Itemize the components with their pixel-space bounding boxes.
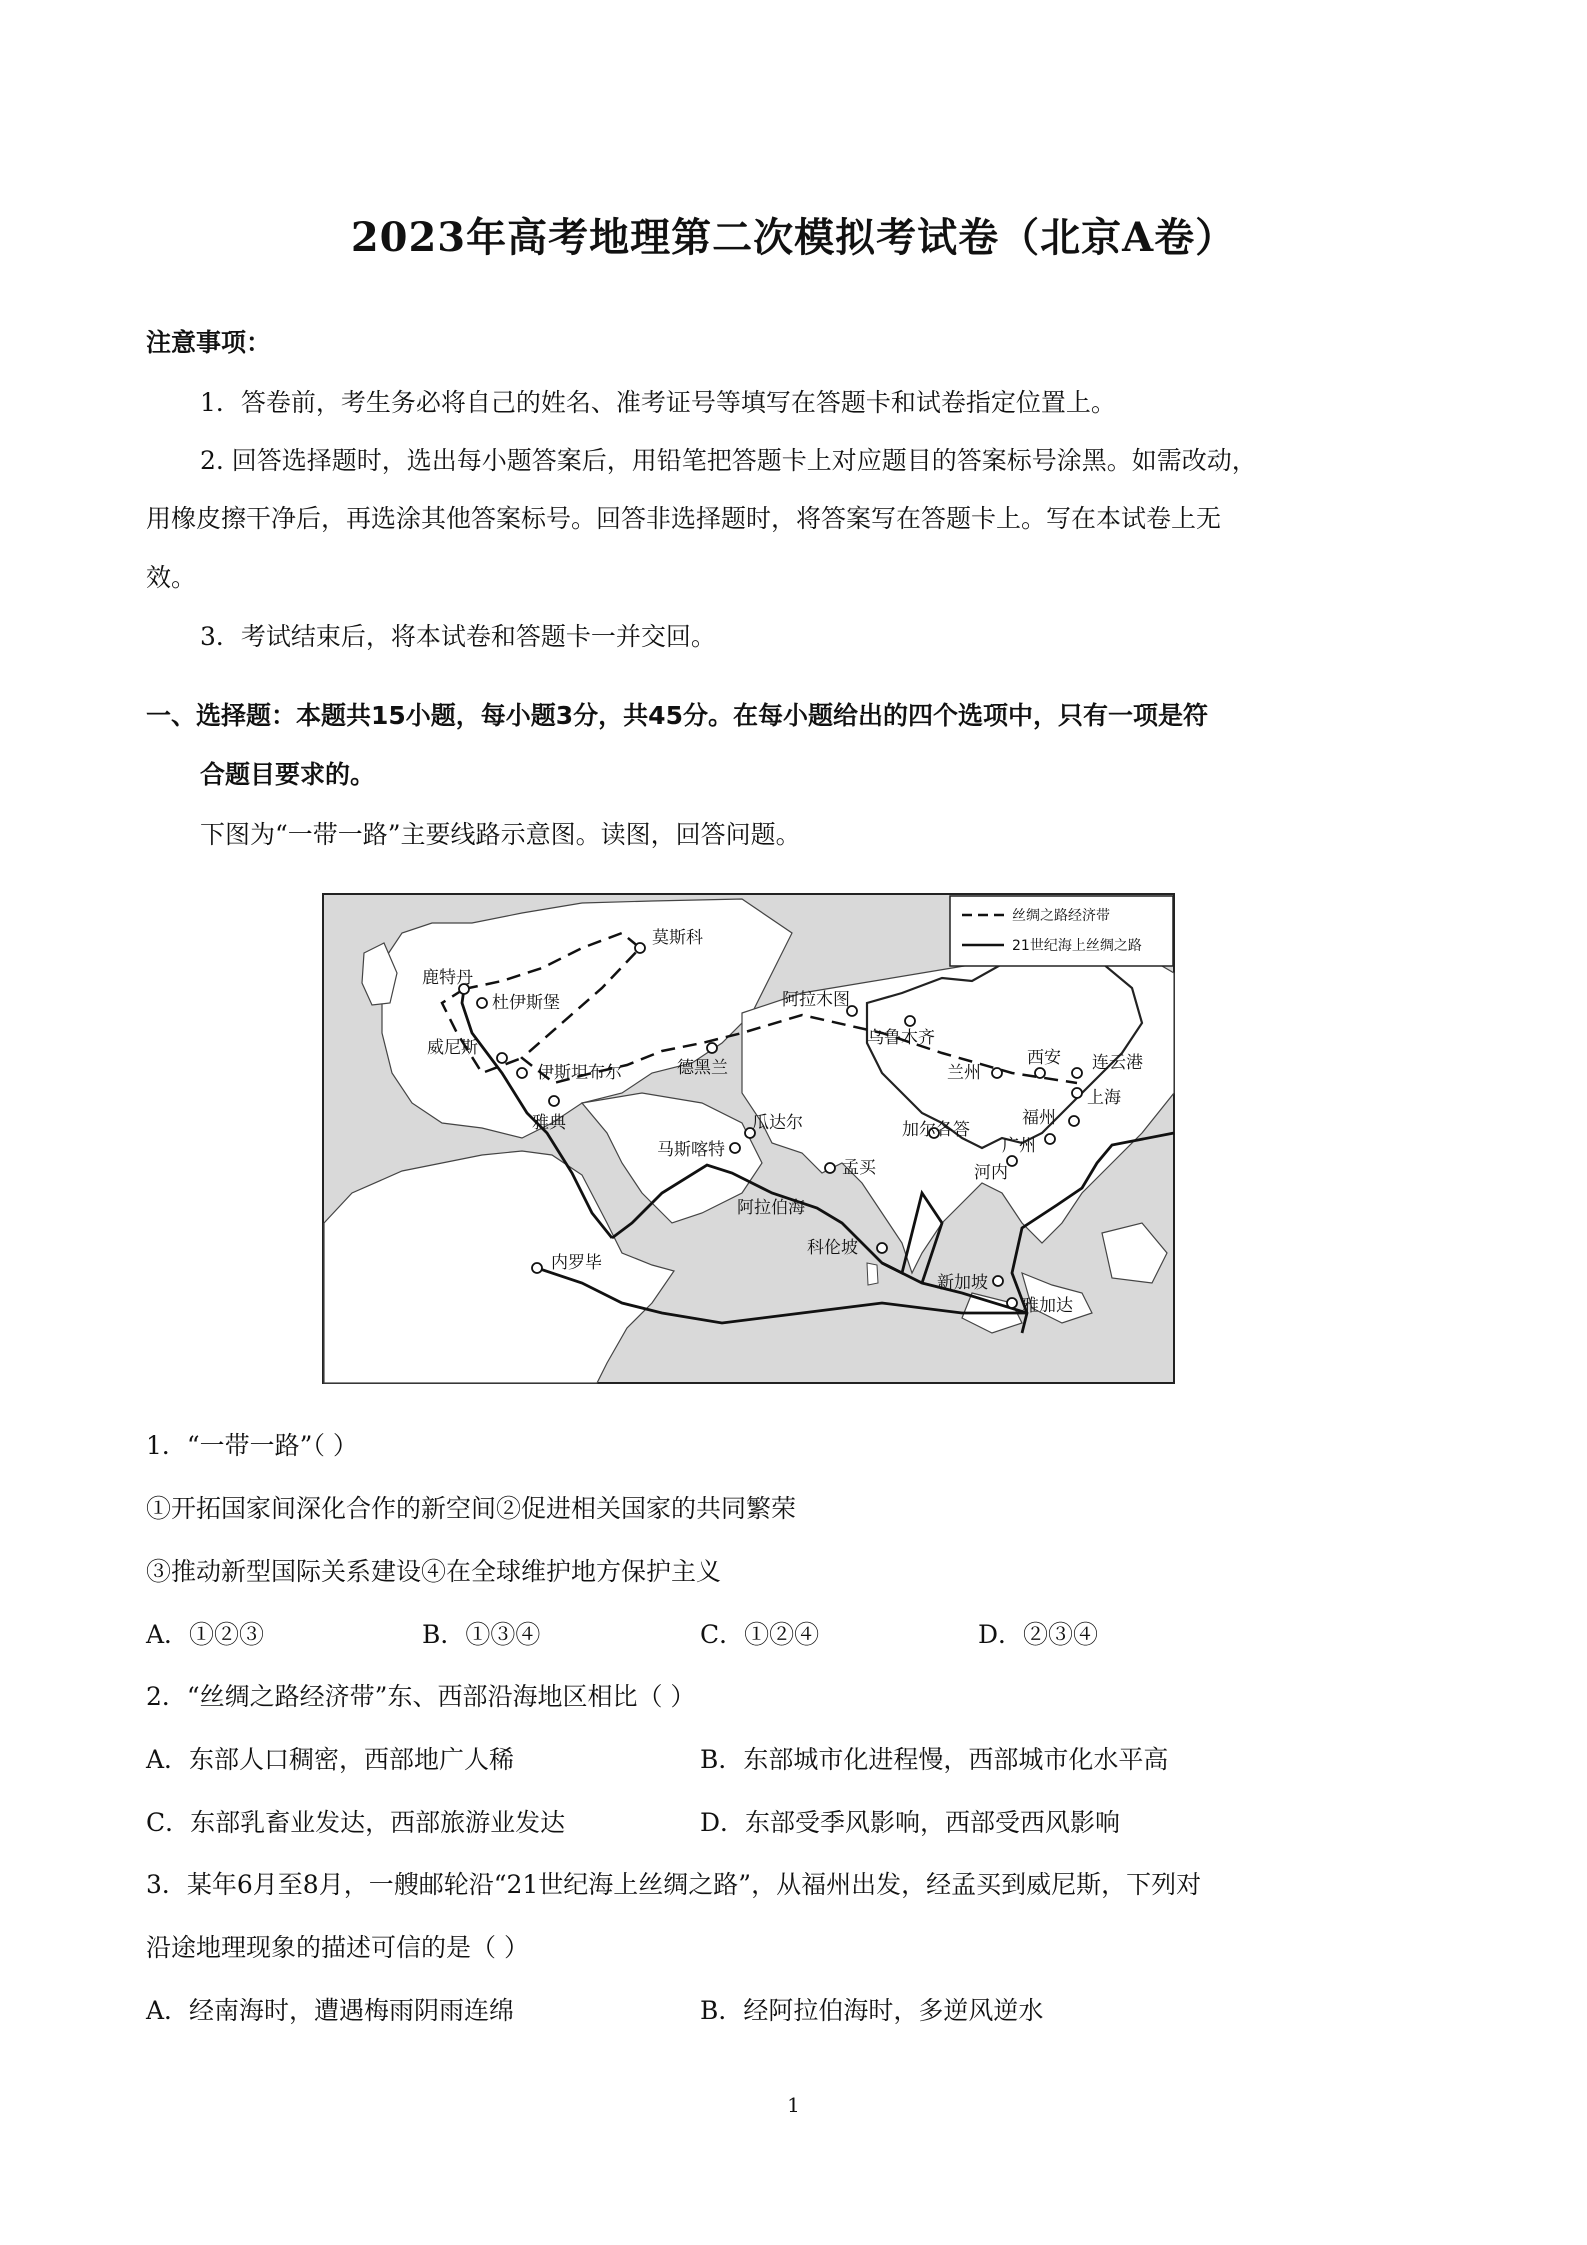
city-marker	[1072, 1088, 1082, 1098]
city-label: 马斯喀特	[657, 1140, 725, 1160]
question-1-statements: ③推动新型国际关系建设④在全球维护地方保护主义	[146, 1557, 722, 1586]
city-label: 乌鲁木齐	[867, 1028, 935, 1048]
question-1-option-b[interactable]: B．①③④	[422, 1620, 541, 1649]
city-label: 德黑兰	[677, 1058, 728, 1078]
city-label: 鹿特丹	[422, 968, 473, 988]
city-marker	[730, 1143, 740, 1153]
city-label: 雅加达	[1022, 1296, 1073, 1316]
city-label: 杜伊斯堡	[492, 993, 560, 1013]
city-label: 广州	[1002, 1136, 1036, 1156]
srilanka-land	[867, 1263, 878, 1285]
city-label: 河内	[974, 1163, 1008, 1183]
city-marker	[517, 1068, 527, 1078]
question-1-option-a[interactable]: A．①②③	[146, 1620, 265, 1649]
city-label: 莫斯科	[652, 928, 703, 948]
page-title: 2023年高考地理第二次模拟考试卷（北京A卷）	[350, 214, 1237, 261]
city-label: 阿拉伯海	[737, 1198, 805, 1218]
question-2-option-d[interactable]: D．东部受季风影响，西部受西风影响	[700, 1808, 1121, 1837]
city-label: 威尼斯	[427, 1038, 478, 1058]
city-label: 瓜达尔	[752, 1113, 803, 1133]
belt-road-map	[322, 893, 1175, 1384]
legend-belt-label: 丝绸之路经济带	[1012, 908, 1110, 924]
map-legend	[950, 896, 1173, 966]
notice-item: 3．考试结束后，将本试卷和答题卡一并交回。	[200, 622, 716, 651]
legend-road-label: 21世纪海上丝绸之路	[1012, 938, 1142, 954]
city-label: 兰州	[947, 1063, 981, 1083]
city-marker	[905, 1016, 915, 1026]
city-label: 新加坡	[937, 1273, 988, 1293]
city-marker	[825, 1163, 835, 1173]
city-marker	[1007, 1156, 1017, 1166]
map-intro: 下图为“一带一路”主要线路示意图。读图，回答问题。	[200, 820, 801, 849]
city-label: 内罗毕	[551, 1253, 602, 1273]
city-marker	[992, 1068, 1002, 1078]
question-1-option-d[interactable]: D．②③④	[978, 1620, 1099, 1649]
city-marker	[635, 943, 645, 953]
city-marker	[1072, 1068, 1082, 1078]
question-1-statements: ①开拓国家间深化合作的新空间②促进相关国家的共同繁荣	[146, 1494, 797, 1523]
city-label: 科伦坡	[807, 1238, 858, 1258]
question-3-option-b[interactable]: B．经阿拉伯海时，多逆风逆水	[700, 1996, 1044, 2025]
question-1-stem: 1．“一带一路”（ ）	[146, 1431, 358, 1460]
question-2-option-a[interactable]: A．东部人口稠密，西部地广人稀	[146, 1745, 515, 1774]
city-marker	[532, 1263, 542, 1273]
question-3-option-a[interactable]: A．经南海时，遭遇梅雨阴雨连绵	[146, 1996, 515, 2025]
question-2-option-b[interactable]: B．东部城市化进程慢，西部城市化水平高	[700, 1745, 1169, 1774]
city-label: 上海	[1087, 1088, 1121, 1108]
city-label: 福州	[1022, 1108, 1056, 1128]
city-marker	[707, 1043, 717, 1053]
city-marker	[1069, 1116, 1079, 1126]
city-label: 伊斯坦布尔	[537, 1063, 622, 1083]
notice-heading: 注意事项：	[146, 328, 272, 357]
city-marker	[993, 1276, 1003, 1286]
city-marker	[477, 998, 487, 1008]
question-1-option-c[interactable]: C．①②④	[700, 1620, 820, 1649]
question-2-stem: 2．“丝绸之路经济带”东、西部沿海地区相比（ ）	[146, 1682, 696, 1711]
notice-item: 用橡皮擦干净后，再选涂其他答案标号。回答非选择题时，将答案写在答题卡上。写在本试卷上无	[146, 504, 1222, 533]
city-label: 孟买	[842, 1158, 876, 1178]
city-marker	[1007, 1298, 1017, 1308]
question-3-stem-cont: 沿途地理现象的描述可信的是（ ）	[146, 1933, 529, 1962]
question-3-stem: 3．某年6月至8月，一艘邮轮沿“21世纪海上丝绸之路”，从福州出发，经孟买到威尼斯，下列对	[146, 1870, 1202, 1899]
page-number: 1	[787, 2093, 800, 2117]
city-label: 连云港	[1092, 1053, 1143, 1073]
city-label: 雅典	[532, 1113, 566, 1133]
city-marker	[877, 1243, 887, 1253]
city-marker	[1045, 1134, 1055, 1144]
city-marker	[1035, 1068, 1045, 1078]
city-marker	[549, 1096, 559, 1106]
section-heading-cont: 合题目要求的。	[200, 760, 376, 789]
notice-item: 1．答卷前，考生务必将自己的姓名、准考证号等填写在答题卡和试卷指定位置上。	[200, 388, 1116, 417]
city-label: 西安	[1027, 1048, 1061, 1068]
section-heading: 一、选择题：本题共15小题，每小题3分，共45分。在每小题给出的四个选项中，只有一项是符	[146, 701, 1208, 730]
city-marker	[497, 1053, 507, 1063]
question-2-option-c[interactable]: C．东部乳畜业发达，西部旅游业发达	[146, 1808, 566, 1837]
city-label: 阿拉木图	[782, 990, 850, 1010]
notice-item: 2. 回答选择题时，选出每小题答案后，用铅笔把答题卡上对应题目的答案标号涂黑。如需改动，	[200, 446, 1257, 475]
city-label: 加尔各答	[902, 1120, 970, 1140]
notice-item: 效。	[146, 563, 197, 592]
